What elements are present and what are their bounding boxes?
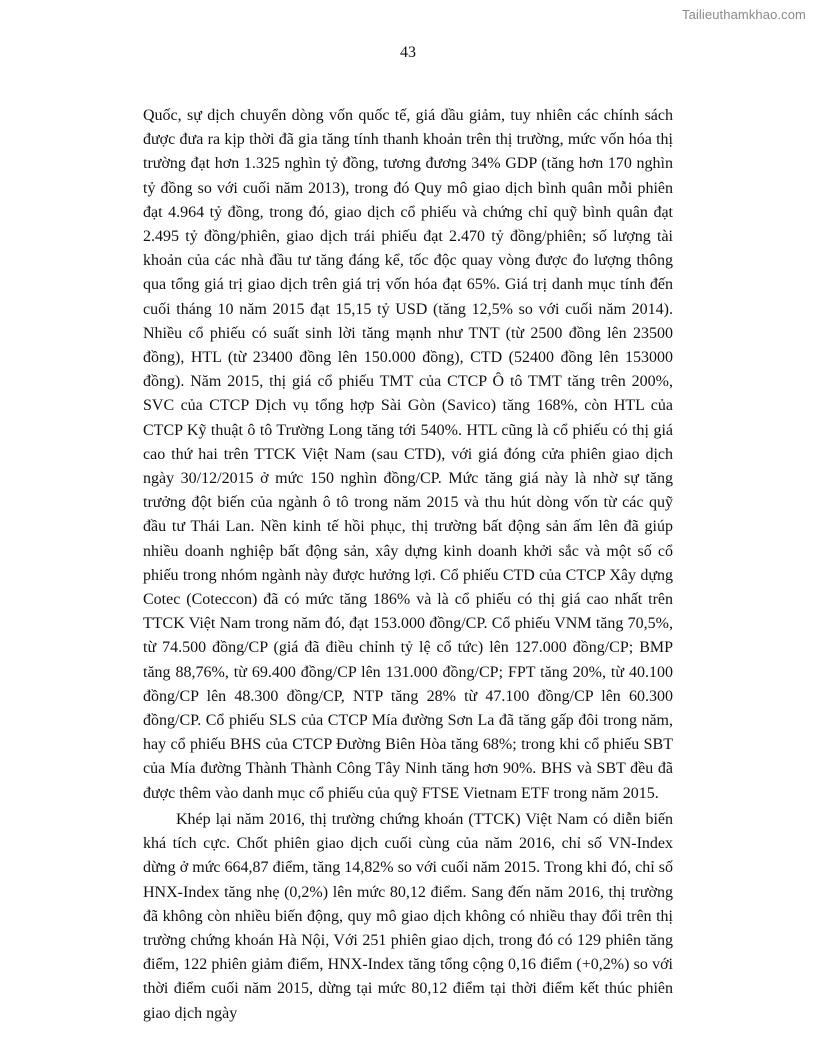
page-number: 43: [400, 44, 416, 61]
watermark-text: Tailieuthamkhao.com: [681, 7, 806, 22]
paragraph-continuation: Quốc, sự dịch chuyển dòng vốn quốc tế, giá dầu giảm, tuy nhiên các chính sách được đưa ra kịp thời đã gia tăng tính thanh khoản trên thị trường, mức vốn hóa thị trường đạt hơn 1.325 nghìn tỷ đồng, tương đương 34% GDP (tăng hơn 170 nghìn tỷ đồng so với cuối năm 2013), trong đó Quy mô giao dịch bình quân mỗi phiên đạt 4.964 tỷ đồng, trong đó, giao dịch cổ phiếu và chứng chỉ quỹ bình quân đạt 2.495 tỷ đồng/phiên, giao dịch trái phiếu đạt 2.470 tỷ đồng/phiên; số lượng tài khoản của các nhà đầu tư tăng đáng kể, tốc độc quay vòng được đo lượng thông qua tổng giá trị giao dịch trên giá trị vốn hóa đạt 65%. Giá trị danh mục tính đến cuối tháng 10 năm 2015 đạt 15,15 tỷ USD (tăng 12,5% so với cuối năm 2014). Nhiều cổ phiếu có suất sinh lời tăng mạnh như TNT (từ 2500 đồng lên 23500 đồng), HTL (từ 23400 đồng lên 150.000 đồng), CTD (52400 đồng lên 153000 đồng). Năm 2015, thị giá cổ phiếu TMT của CTCP Ô tô TMT tăng trên 200%, SVC của CTCP Dịch vụ tổng hợp Sài Gòn (Savico) tăng 168%, còn HTL của CTCP Kỹ thuật ô tô Trường Long tăng tới 540%. HTL cũng là cổ phiếu có thị giá cao thứ hai trên TTCK Việt Nam (sau CTD), với giá đóng cửa phiên giao dịch ngày 30/12/2015 ở mức 150 nghìn đồng/CP. Mức tăng giá này là nhờ sự tăng trưởng đột biến của ngành ô tô trong năm 2015 và thu hút dòng vốn từ các quỹ đầu tư Thái Lan. Nền kinh tế hồi phục, thị trường bất động sản ấm lên đã giúp nhiều doanh nghiệp bất động sản, xây dựng kinh doanh khởi sắc và một số cổ phiếu trong nhóm ngành này được hưởng lợi. Cổ phiếu CTD của CTCP Xây dựng Cotec (Coteccon) đã có mức tăng 186% và là cổ phiếu có thị giá cao nhất trên TTCK Việt Nam trong năm đó, đạt 153.000 đồng/CP. Cổ phiếu VNM tăng 70,5%, từ 74.500 đồng/CP (giá đã điều chỉnh tỷ lệ cổ tức) lên 127.000 đồng/CP; BMP tăng 88,76%, từ 69.400 đồng/CP lên 131.000 đồng/CP; FPT tăng 20%, từ 40.100 đồng/CP lên 48.300 đồng/CP, NTP tăng 28% từ 47.100 đồng/CP lên 60.300 đồng/CP. Cổ phiếu SLS của CTCP Mía đường Sơn La đã tăng gấp đôi trong năm, hay cổ phiếu BHS của CTCP Đường Biên Hòa tăng 68%; trong khi cổ phiếu SBT của Mía đường Thành Thành Công Tây Ninh tăng hơn 90%. BHS và SBT đều đã được thêm vào danh mục cổ phiếu của quỹ FTSE Vietnam ETF trong năm 2015.: [143, 107, 673, 802]
paragraph-2016-market: Khép lại năm 2016, thị trường chứng khoán (TTCK) Việt Nam có diễn biến khá tích cực. Chốt phiên giao dịch cuối cùng của năm 2016, chỉ số VN-Index dừng ở mức 664,87 điểm, tăng 14,82% so với cuối năm 2015. Trong khi đó, chỉ số HNX-Index tăng nhẹ (0,2%) lên mức 80,12 điểm. Sang đến năm 2016, thị trường đã không còn nhiều biến động, quy mô giao dịch không có nhiều thay đổi trên thị trường chứng khoán Hà Nội, Với 251 phiên giao dịch, trong đó có 129 phiên tăng điểm, 122 phiên giảm điểm, HNX-Index tăng tổng cộng 0,16 điểm (+0,2%) so với thời điểm cuối năm 2015, dừng tại mức 80,12 điểm tại thời điểm kết thúc phiên giao dịch ngày: [143, 810, 673, 1022]
document-body: [143, 104, 673, 1028]
